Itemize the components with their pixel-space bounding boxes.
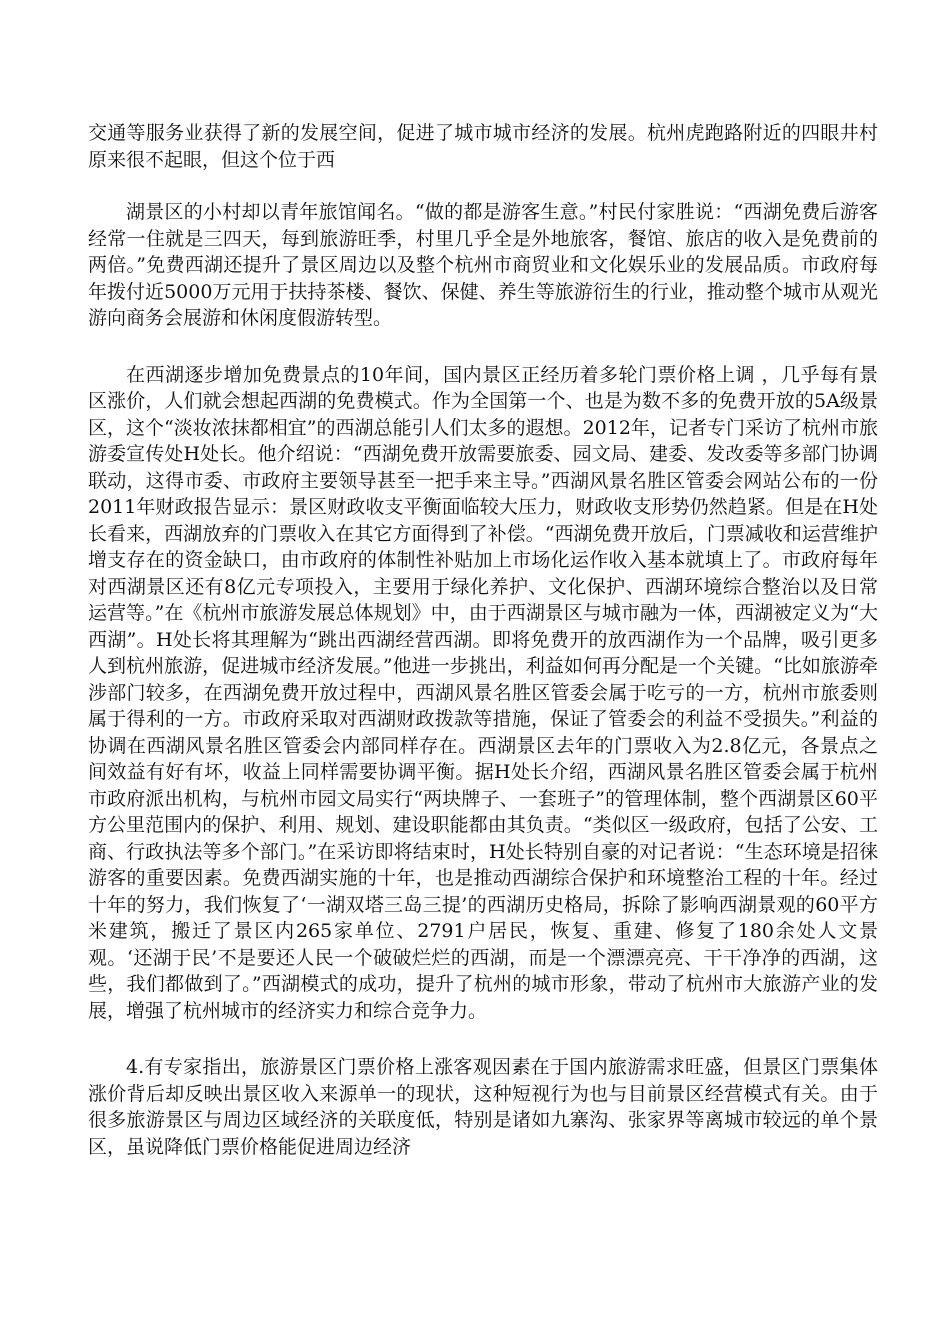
- document-page: [88, 120, 878, 1160]
- paragraph-free-west-lake: 在西湖逐步增加免费景点的10年间，国内景区正经历着多轮门票价格上调 ，几乎每有景区涨价，人们就会想起西湖的免费模式。作为全国第一个、也是为数不多的免费开放的5A级景区，这个“淡妆浓抹都相宜”的西湖总能引人们太多的遐想。2012年，记者专门采访了杭州市旅游委宣传处H处长。他介绍说：“西湖免费开放需要旅委、园文局、建委、发改委等多部门协调联动，这得市委、市政府主要领导甚至一把手来主导。”西湖风景名胜区管委会网站公布的一份2011年财政报告显示：景区财政收支平衡面临较大压力，财政收支形势仍然趋紧。但是在H处长看来，西湖放弃的门票收入在其它方面得到了补偿。“西湖免费开放后，门票减收和运营维护增支存在的资金缺口，由市政府的体制性补贴加上市场化运作收入基本就填上了。市政府每年对西湖景区还有8亿元专项投入，主要用于绿化养护、文化保护、西湖环境综合整治以及日常运营等。”在《杭州市旅游发展总体规划》中，由于西湖景区与城市融为一体，西湖被定义为“大西湖”。H处长将其理解为“跳出西湖经营西湖。即将免费开的放西湖作为一个品牌，吸引更多人到杭州旅游，促进城市经济发展。”他进一步挑出，利益如何再分配是一个关键。“比如旅游牵涉部门较多，在西湖免费开放过程中，西湖风景名胜区管委会属于吃亏的一方，杭州市旅委则属于得利的一方。市政府采取对西湖财政拨款等措施，保证了管委会的利益不受损失。”利益的协调在西湖风景名胜区管委会内部同样存在。西湖景区去年的门票收入为2.8亿元，各景点之间效益有好有坏，收益上同样需要协调平衡。据H处长介绍，西湖风景名胜区管委会属于杭州市政府派出机构，与杭州市园文局实行“两块牌子、一套班子”的管理体制，整个西湖景区60平方公里范围内的保护、利用、规划、建设职能都由其负责。“类似区一级政府，包括了公安、工商、行政执法等多个部门。”在采访即将结束时，H处长特别自豪的对记者说：“生态环境是招徕游客的重要因素。免费西湖实施的十年，也是推动西湖综合保护和环境整治工程的十年。经过十年的努力，我们恢复了‘一湖双塔三岛三提’的西湖历史格局，拆除了影响西湖景观的60平方米建筑，搬迁了景区内265家单位、2791户居民，恢复、重建、修复了180余处人文景观。‘还湖于民’不是要还人民一个破破烂烂的西湖，而是一个漂漂亮亮、干干净净的西湖，这些，我们都做到了。”西湖模式的成功，提升了杭州的城市形象，带动了杭州市大旅游产业的发展，增强了杭州城市的经济实力和综合竞争力。: [88, 363, 878, 1022]
- paragraph-continuation: 交通等服务业获得了新的发展空间，促进了城市城市经济的发展。杭州虎跑路附近的四眼井村原来很不起眼，但这个位于西: [88, 122, 878, 171]
- paragraph-expert-view: 4.有专家指出，旅游景区门票价格上涨客观因素在于国内旅游需求旺盛，但景区门票集体涨价背后却反映出景区收入来源单一的现状，这种短视行为也与目前景区经营模式有关。由于很多旅游景区与周边区域经济的关联度低，特别是诸如九寨沟、张家界等离城市较远的单个景区，虽说降低门票价格能促进周边经济: [88, 1056, 878, 1158]
- paragraph-village-hostels: 湖景区的小村却以青年旅馆闻名。“做的都是游客生意。”村民付家胜说：“西湖免费后游客经常一住就是三四天，每到旅游旺季，村里几乎全是外地旅客，餐馆、旅店的收入是免费前的两倍。”免费西湖还提升了景区周边以及整个杭州市商贸业和文化娱乐业的发展品质。市政府每年拨付近5000万元用于扶持茶楼、餐饮、保健、养生等旅游衍生的行业，推动整个城市从观光游向商务会展游和休闲度假游转型。: [88, 201, 878, 329]
